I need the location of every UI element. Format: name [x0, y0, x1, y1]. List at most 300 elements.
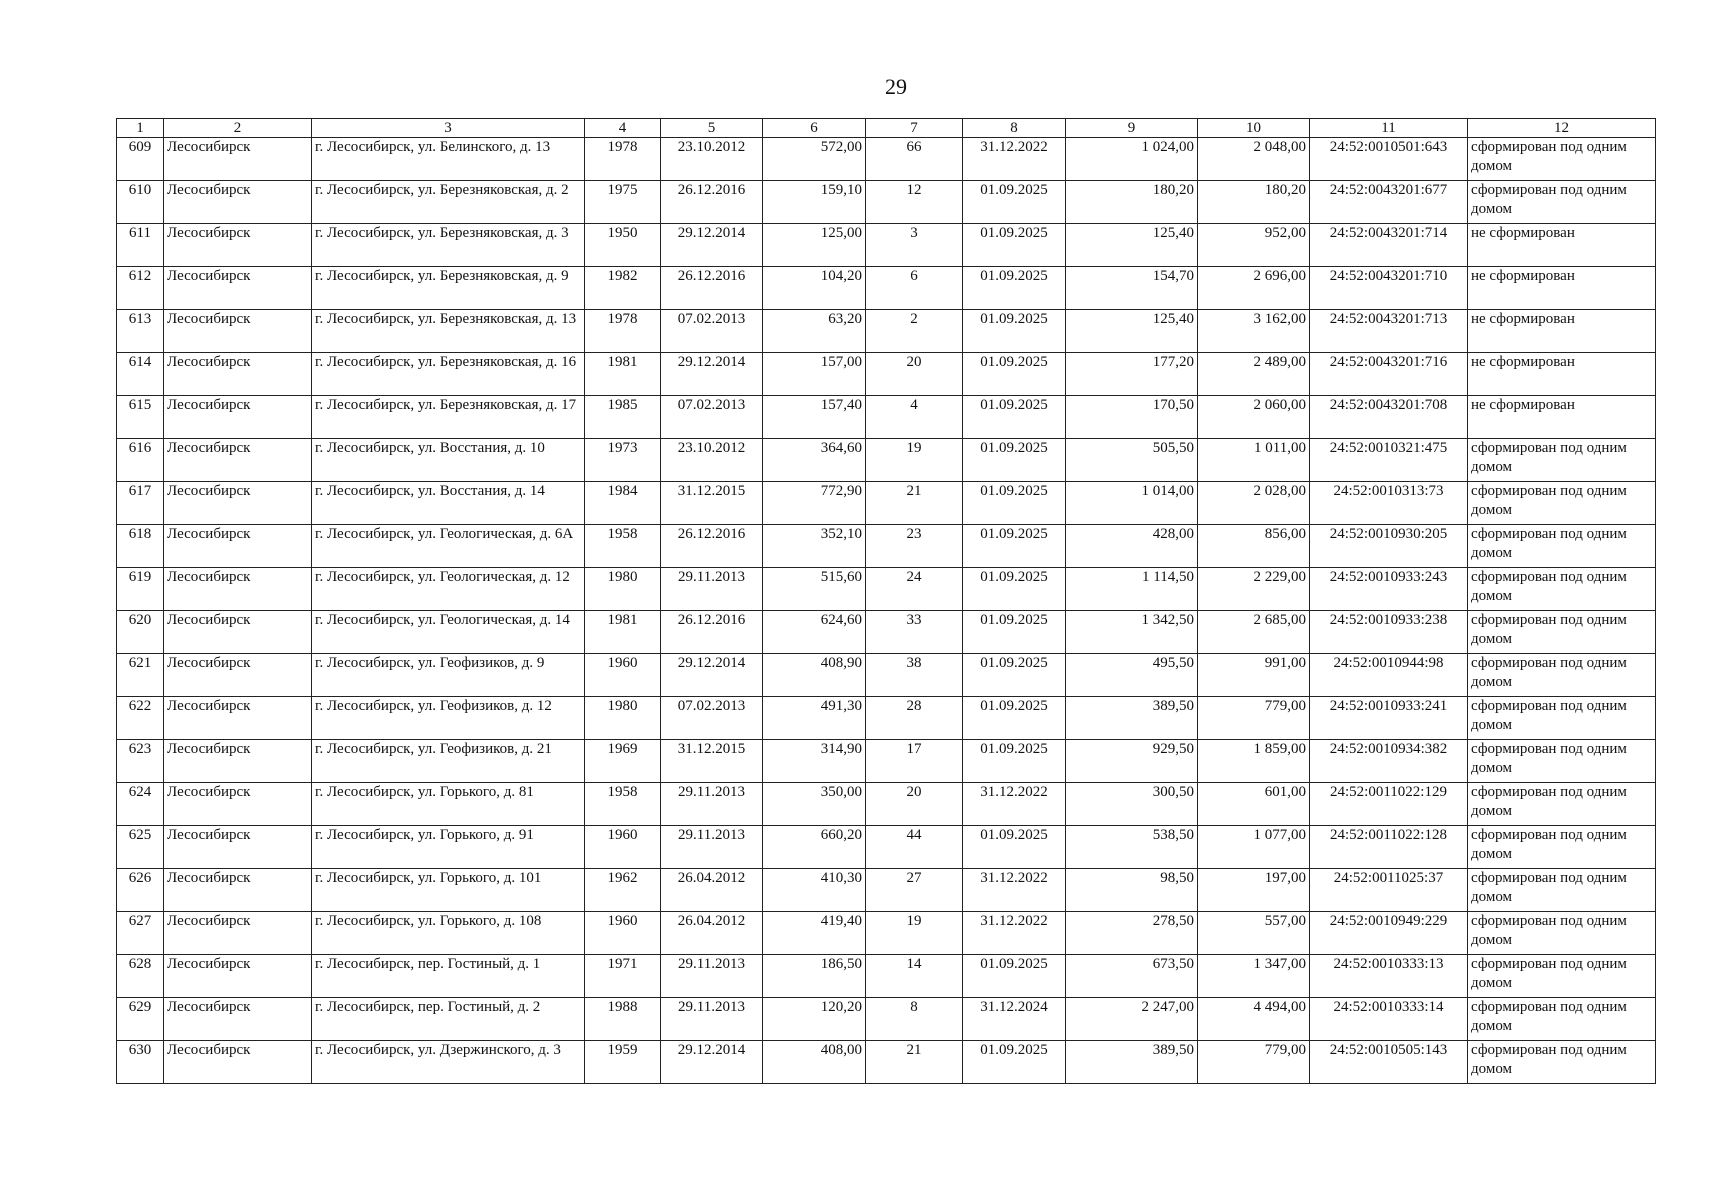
build-year-cell: 1988: [585, 998, 661, 1041]
area-cell: 352,10: [763, 525, 866, 568]
build-year-cell: 1950: [585, 224, 661, 267]
area-cell: 157,40: [763, 396, 866, 439]
value-col10-cell: 3 162,00: [1198, 310, 1310, 353]
city-cell: Лесосибирск: [164, 353, 312, 396]
residents-cell: 20: [866, 783, 963, 826]
area-cell: 186,50: [763, 955, 866, 998]
address-cell: г. Лесосибирск, ул. Геофизиков, д. 9: [312, 654, 585, 697]
value-col9-cell: 2 247,00: [1066, 998, 1198, 1041]
area-cell: 125,00: [763, 224, 866, 267]
value-col10-cell: 991,00: [1198, 654, 1310, 697]
value-col9-cell: 170,50: [1066, 396, 1198, 439]
cadastral-number-cell: 24:52:0010934:382: [1310, 740, 1468, 783]
build-year-cell: 1981: [585, 353, 661, 396]
land-plot-status-cell: сформирован под одним домом: [1468, 181, 1656, 224]
city-cell: Лесосибирск: [164, 439, 312, 482]
residents-cell: 66: [866, 138, 963, 181]
date-cell: 29.12.2014: [661, 1041, 763, 1084]
value-col10-cell: 856,00: [1198, 525, 1310, 568]
row-number-cell: 620: [117, 611, 164, 654]
table-row: [117, 396, 1656, 439]
page-number: 29: [885, 74, 907, 99]
city-cell: Лесосибирск: [164, 998, 312, 1041]
row-number-cell: 616: [117, 439, 164, 482]
land-plot-status-cell: сформирован под одним домом: [1468, 998, 1656, 1041]
city-cell: Лесосибирск: [164, 568, 312, 611]
date-cell: 26.12.2016: [661, 525, 763, 568]
date-cell: 29.12.2014: [661, 224, 763, 267]
residents-cell: 33: [866, 611, 963, 654]
value-col9-cell: 278,50: [1066, 912, 1198, 955]
table-row: [117, 869, 1656, 912]
value-col10-cell: 4 494,00: [1198, 998, 1310, 1041]
value-col10-cell: 557,00: [1198, 912, 1310, 955]
row-number-cell: 614: [117, 353, 164, 396]
date-cell: 07.02.2013: [661, 310, 763, 353]
column-header: 11: [1310, 119, 1468, 138]
row-number-cell: 622: [117, 697, 164, 740]
deadline-cell: 01.09.2025: [963, 611, 1066, 654]
date-cell: 31.12.2015: [661, 482, 763, 525]
value-col10-cell: 197,00: [1198, 869, 1310, 912]
table-row: [117, 697, 1656, 740]
value-col10-cell: 2 696,00: [1198, 267, 1310, 310]
build-year-cell: 1960: [585, 654, 661, 697]
housing-registry-table: [116, 118, 1656, 1084]
deadline-cell: 01.09.2025: [963, 439, 1066, 482]
city-cell: Лесосибирск: [164, 181, 312, 224]
build-year-cell: 1971: [585, 955, 661, 998]
city-cell: Лесосибирск: [164, 697, 312, 740]
cadastral-number-cell: 24:52:0010501:643: [1310, 138, 1468, 181]
value-col10-cell: 779,00: [1198, 1041, 1310, 1084]
build-year-cell: 1962: [585, 869, 661, 912]
land-plot-status-cell: сформирован под одним домом: [1468, 912, 1656, 955]
table-row: [117, 310, 1656, 353]
area-cell: 491,30: [763, 697, 866, 740]
residents-cell: 6: [866, 267, 963, 310]
residents-cell: 20: [866, 353, 963, 396]
column-header: 4: [585, 119, 661, 138]
value-col9-cell: 538,50: [1066, 826, 1198, 869]
value-col9-cell: 389,50: [1066, 1041, 1198, 1084]
residents-cell: 3: [866, 224, 963, 267]
city-cell: Лесосибирск: [164, 138, 312, 181]
value-col10-cell: 2 060,00: [1198, 396, 1310, 439]
column-header: 3: [312, 119, 585, 138]
deadline-cell: 01.09.2025: [963, 826, 1066, 869]
value-col10-cell: 2 229,00: [1198, 568, 1310, 611]
column-header: 8: [963, 119, 1066, 138]
table-row: [117, 181, 1656, 224]
column-header: 10: [1198, 119, 1310, 138]
deadline-cell: 01.09.2025: [963, 1041, 1066, 1084]
address-cell: г. Лесосибирск, ул. Геологическая, д. 6А: [312, 525, 585, 568]
value-col9-cell: 495,50: [1066, 654, 1198, 697]
row-number-cell: 617: [117, 482, 164, 525]
residents-cell: 44: [866, 826, 963, 869]
row-number-cell: 610: [117, 181, 164, 224]
column-header: 9: [1066, 119, 1198, 138]
table-row: [117, 138, 1656, 181]
date-cell: 26.04.2012: [661, 912, 763, 955]
deadline-cell: 01.09.2025: [963, 955, 1066, 998]
table-row: [117, 955, 1656, 998]
cadastral-number-cell: 24:52:0043201:708: [1310, 396, 1468, 439]
cadastral-number-cell: 24:52:0010930:205: [1310, 525, 1468, 568]
cadastral-number-cell: 24:52:0010321:475: [1310, 439, 1468, 482]
row-number-cell: 624: [117, 783, 164, 826]
value-col10-cell: 952,00: [1198, 224, 1310, 267]
address-cell: г. Лесосибирск, пер. Гостиный, д. 1: [312, 955, 585, 998]
build-year-cell: 1981: [585, 611, 661, 654]
area-cell: 364,60: [763, 439, 866, 482]
residents-cell: 19: [866, 912, 963, 955]
deadline-cell: 01.09.2025: [963, 740, 1066, 783]
address-cell: г. Лесосибирск, ул. Березняковская, д. 9: [312, 267, 585, 310]
date-cell: 31.12.2015: [661, 740, 763, 783]
address-cell: г. Лесосибирск, ул. Горького, д. 108: [312, 912, 585, 955]
area-cell: 515,60: [763, 568, 866, 611]
cadastral-number-cell: 24:52:0010933:241: [1310, 697, 1468, 740]
address-cell: г. Лесосибирск, ул. Геологическая, д. 12: [312, 568, 585, 611]
address-cell: г. Лесосибирск, ул. Березняковская, д. 17: [312, 396, 585, 439]
value-col9-cell: 389,50: [1066, 697, 1198, 740]
area-cell: 157,00: [763, 353, 866, 396]
build-year-cell: 1980: [585, 697, 661, 740]
city-cell: Лесосибирск: [164, 912, 312, 955]
row-number-cell: 609: [117, 138, 164, 181]
residents-cell: 19: [866, 439, 963, 482]
area-cell: 104,20: [763, 267, 866, 310]
deadline-cell: 01.09.2025: [963, 654, 1066, 697]
city-cell: Лесосибирск: [164, 310, 312, 353]
deadline-cell: 01.09.2025: [963, 310, 1066, 353]
row-number-cell: 611: [117, 224, 164, 267]
column-number-row: [117, 119, 1656, 138]
land-plot-status-cell: сформирован под одним домом: [1468, 439, 1656, 482]
table-row: [117, 267, 1656, 310]
land-plot-status-cell: не сформирован: [1468, 310, 1656, 353]
land-plot-status-cell: сформирован под одним домом: [1468, 869, 1656, 912]
residents-cell: 28: [866, 697, 963, 740]
table-row: [117, 224, 1656, 267]
residents-cell: 4: [866, 396, 963, 439]
land-plot-status-cell: сформирован под одним домом: [1468, 826, 1656, 869]
table-row: [117, 998, 1656, 1041]
area-cell: 314,90: [763, 740, 866, 783]
address-cell: г. Лесосибирск, ул. Дзержинского, д. 3: [312, 1041, 585, 1084]
deadline-cell: 31.12.2024: [963, 998, 1066, 1041]
area-cell: 624,60: [763, 611, 866, 654]
land-plot-status-cell: сформирован под одним домом: [1468, 1041, 1656, 1084]
row-number-cell: 618: [117, 525, 164, 568]
area-cell: 408,00: [763, 1041, 866, 1084]
deadline-cell: 31.12.2022: [963, 869, 1066, 912]
build-year-cell: 1959: [585, 1041, 661, 1084]
value-col9-cell: 125,40: [1066, 224, 1198, 267]
value-col10-cell: 180,20: [1198, 181, 1310, 224]
residents-cell: 21: [866, 482, 963, 525]
residents-cell: 27: [866, 869, 963, 912]
build-year-cell: 1958: [585, 525, 661, 568]
deadline-cell: 01.09.2025: [963, 396, 1066, 439]
cadastral-number-cell: 24:52:0043201:677: [1310, 181, 1468, 224]
row-number-cell: 628: [117, 955, 164, 998]
value-col10-cell: 1 347,00: [1198, 955, 1310, 998]
city-cell: Лесосибирск: [164, 869, 312, 912]
address-cell: г. Лесосибирск, ул. Геологическая, д. 14: [312, 611, 585, 654]
residents-cell: 38: [866, 654, 963, 697]
date-cell: 29.11.2013: [661, 568, 763, 611]
value-col10-cell: 1 859,00: [1198, 740, 1310, 783]
column-header: 12: [1468, 119, 1656, 138]
address-cell: г. Лесосибирск, ул. Горького, д. 101: [312, 869, 585, 912]
residents-cell: 2: [866, 310, 963, 353]
deadline-cell: 01.09.2025: [963, 181, 1066, 224]
cadastral-number-cell: 24:52:0010333:14: [1310, 998, 1468, 1041]
build-year-cell: 1980: [585, 568, 661, 611]
table-body: [117, 138, 1656, 1084]
cadastral-number-cell: 24:52:0011022:129: [1310, 783, 1468, 826]
deadline-cell: 31.12.2022: [963, 912, 1066, 955]
build-year-cell: 1960: [585, 912, 661, 955]
date-cell: 29.11.2013: [661, 955, 763, 998]
area-cell: 660,20: [763, 826, 866, 869]
table-row: [117, 1041, 1656, 1084]
city-cell: Лесосибирск: [164, 740, 312, 783]
deadline-cell: 01.09.2025: [963, 568, 1066, 611]
land-plot-status-cell: сформирован под одним домом: [1468, 568, 1656, 611]
column-header: 1: [117, 119, 164, 138]
table-row: [117, 783, 1656, 826]
residents-cell: 12: [866, 181, 963, 224]
row-number-cell: 619: [117, 568, 164, 611]
value-col9-cell: 98,50: [1066, 869, 1198, 912]
value-col10-cell: 1 011,00: [1198, 439, 1310, 482]
land-plot-status-cell: не сформирован: [1468, 267, 1656, 310]
build-year-cell: 1982: [585, 267, 661, 310]
value-col10-cell: 601,00: [1198, 783, 1310, 826]
address-cell: г. Лесосибирск, ул. Березняковская, д. 13: [312, 310, 585, 353]
date-cell: 26.04.2012: [661, 869, 763, 912]
build-year-cell: 1973: [585, 439, 661, 482]
residents-cell: 23: [866, 525, 963, 568]
date-cell: 29.11.2013: [661, 783, 763, 826]
cadastral-number-cell: 24:52:0010933:238: [1310, 611, 1468, 654]
table-row: [117, 568, 1656, 611]
deadline-cell: 01.09.2025: [963, 267, 1066, 310]
value-col10-cell: 2 048,00: [1198, 138, 1310, 181]
table-row: [117, 826, 1656, 869]
row-number-cell: 629: [117, 998, 164, 1041]
build-year-cell: 1969: [585, 740, 661, 783]
date-cell: 26.12.2016: [661, 611, 763, 654]
cadastral-number-cell: 24:52:0010949:229: [1310, 912, 1468, 955]
value-col10-cell: 2 028,00: [1198, 482, 1310, 525]
area-cell: 63,20: [763, 310, 866, 353]
area-cell: 350,00: [763, 783, 866, 826]
row-number-cell: 621: [117, 654, 164, 697]
value-col9-cell: 125,40: [1066, 310, 1198, 353]
row-number-cell: 625: [117, 826, 164, 869]
date-cell: 29.12.2014: [661, 654, 763, 697]
build-year-cell: 1958: [585, 783, 661, 826]
address-cell: г. Лесосибирск, ул. Горького, д. 81: [312, 783, 585, 826]
row-number-cell: 612: [117, 267, 164, 310]
value-col9-cell: 428,00: [1066, 525, 1198, 568]
value-col9-cell: 1 342,50: [1066, 611, 1198, 654]
date-cell: 23.10.2012: [661, 439, 763, 482]
cadastral-number-cell: 24:52:0010944:98: [1310, 654, 1468, 697]
city-cell: Лесосибирск: [164, 525, 312, 568]
cadastral-number-cell: 24:52:0010333:13: [1310, 955, 1468, 998]
column-header: 7: [866, 119, 963, 138]
table-row: [117, 611, 1656, 654]
cadastral-number-cell: 24:52:0043201:713: [1310, 310, 1468, 353]
land-plot-status-cell: сформирован под одним домом: [1468, 525, 1656, 568]
address-cell: г. Лесосибирск, ул. Горького, д. 91: [312, 826, 585, 869]
row-number-cell: 627: [117, 912, 164, 955]
value-col9-cell: 1 024,00: [1066, 138, 1198, 181]
residents-cell: 21: [866, 1041, 963, 1084]
deadline-cell: 01.09.2025: [963, 224, 1066, 267]
cadastral-number-cell: 24:52:0010505:143: [1310, 1041, 1468, 1084]
land-plot-status-cell: сформирован под одним домом: [1468, 611, 1656, 654]
build-year-cell: 1978: [585, 138, 661, 181]
value-col9-cell: 180,20: [1066, 181, 1198, 224]
area-cell: 159,10: [763, 181, 866, 224]
cadastral-number-cell: 24:52:0010933:243: [1310, 568, 1468, 611]
value-col10-cell: 2 685,00: [1198, 611, 1310, 654]
build-year-cell: 1985: [585, 396, 661, 439]
address-cell: г. Лесосибирск, ул. Восстания, д. 14: [312, 482, 585, 525]
city-cell: Лесосибирск: [164, 1041, 312, 1084]
date-cell: 29.12.2014: [661, 353, 763, 396]
cadastral-number-cell: 24:52:0043201:714: [1310, 224, 1468, 267]
cadastral-number-cell: 24:52:0011022:128: [1310, 826, 1468, 869]
land-plot-status-cell: сформирован под одним домом: [1468, 783, 1656, 826]
column-header: 5: [661, 119, 763, 138]
table-row: [117, 482, 1656, 525]
city-cell: Лесосибирск: [164, 826, 312, 869]
city-cell: Лесосибирск: [164, 267, 312, 310]
city-cell: Лесосибирск: [164, 654, 312, 697]
value-col10-cell: 779,00: [1198, 697, 1310, 740]
city-cell: Лесосибирск: [164, 611, 312, 654]
value-col10-cell: 1 077,00: [1198, 826, 1310, 869]
date-cell: 29.11.2013: [661, 826, 763, 869]
value-col9-cell: 154,70: [1066, 267, 1198, 310]
address-cell: г. Лесосибирск, ул. Восстания, д. 10: [312, 439, 585, 482]
land-plot-status-cell: не сформирован: [1468, 353, 1656, 396]
residents-cell: 8: [866, 998, 963, 1041]
address-cell: г. Лесосибирск, пер. Гостиный, д. 2: [312, 998, 585, 1041]
table-row: [117, 439, 1656, 482]
value-col9-cell: 929,50: [1066, 740, 1198, 783]
area-cell: 410,30: [763, 869, 866, 912]
land-plot-status-cell: сформирован под одним домом: [1468, 138, 1656, 181]
area-cell: 120,20: [763, 998, 866, 1041]
cadastral-number-cell: 24:52:0011025:37: [1310, 869, 1468, 912]
build-year-cell: 1960: [585, 826, 661, 869]
column-header: 2: [164, 119, 312, 138]
city-cell: Лесосибирск: [164, 783, 312, 826]
date-cell: 26.12.2016: [661, 181, 763, 224]
row-number-cell: 623: [117, 740, 164, 783]
city-cell: Лесосибирск: [164, 955, 312, 998]
area-cell: 572,00: [763, 138, 866, 181]
column-header: 6: [763, 119, 866, 138]
row-number-cell: 626: [117, 869, 164, 912]
address-cell: г. Лесосибирск, ул. Геофизиков, д. 12: [312, 697, 585, 740]
build-year-cell: 1975: [585, 181, 661, 224]
build-year-cell: 1984: [585, 482, 661, 525]
date-cell: 07.02.2013: [661, 396, 763, 439]
city-cell: Лесосибирск: [164, 396, 312, 439]
value-col9-cell: 1 114,50: [1066, 568, 1198, 611]
address-cell: г. Лесосибирск, ул. Березняковская, д. 16: [312, 353, 585, 396]
date-cell: 23.10.2012: [661, 138, 763, 181]
address-cell: г. Лесосибирск, ул. Березняковская, д. 3: [312, 224, 585, 267]
value-col9-cell: 177,20: [1066, 353, 1198, 396]
land-plot-status-cell: сформирован под одним домом: [1468, 482, 1656, 525]
table-row: [117, 912, 1656, 955]
row-number-cell: 615: [117, 396, 164, 439]
deadline-cell: 01.09.2025: [963, 697, 1066, 740]
date-cell: 07.02.2013: [661, 697, 763, 740]
area-cell: 408,90: [763, 654, 866, 697]
value-col9-cell: 673,50: [1066, 955, 1198, 998]
area-cell: 419,40: [763, 912, 866, 955]
date-cell: 26.12.2016: [661, 267, 763, 310]
table-row: [117, 353, 1656, 396]
land-plot-status-cell: сформирован под одним домом: [1468, 697, 1656, 740]
address-cell: г. Лесосибирск, ул. Геофизиков, д. 21: [312, 740, 585, 783]
value-col9-cell: 505,50: [1066, 439, 1198, 482]
date-cell: 29.11.2013: [661, 998, 763, 1041]
residents-cell: 24: [866, 568, 963, 611]
city-cell: Лесосибирск: [164, 482, 312, 525]
residents-cell: 17: [866, 740, 963, 783]
residents-cell: 14: [866, 955, 963, 998]
deadline-cell: 31.12.2022: [963, 138, 1066, 181]
land-plot-status-cell: сформирован под одним домом: [1468, 654, 1656, 697]
build-year-cell: 1978: [585, 310, 661, 353]
deadline-cell: 31.12.2022: [963, 783, 1066, 826]
land-plot-status-cell: не сформирован: [1468, 224, 1656, 267]
value-col10-cell: 2 489,00: [1198, 353, 1310, 396]
value-col9-cell: 300,50: [1066, 783, 1198, 826]
table-row: [117, 740, 1656, 783]
cadastral-number-cell: 24:52:0043201:710: [1310, 267, 1468, 310]
city-cell: Лесосибирск: [164, 224, 312, 267]
row-number-cell: 613: [117, 310, 164, 353]
cadastral-number-cell: 24:52:0010313:73: [1310, 482, 1468, 525]
address-cell: г. Лесосибирск, ул. Белинского, д. 13: [312, 138, 585, 181]
deadline-cell: 01.09.2025: [963, 353, 1066, 396]
deadline-cell: 01.09.2025: [963, 525, 1066, 568]
table-row: [117, 654, 1656, 697]
deadline-cell: 01.09.2025: [963, 482, 1066, 525]
cadastral-number-cell: 24:52:0043201:716: [1310, 353, 1468, 396]
land-plot-status-cell: сформирован под одним домом: [1468, 740, 1656, 783]
table-row: [117, 525, 1656, 568]
area-cell: 772,90: [763, 482, 866, 525]
land-plot-status-cell: сформирован под одним домом: [1468, 955, 1656, 998]
row-number-cell: 630: [117, 1041, 164, 1084]
value-col9-cell: 1 014,00: [1066, 482, 1198, 525]
